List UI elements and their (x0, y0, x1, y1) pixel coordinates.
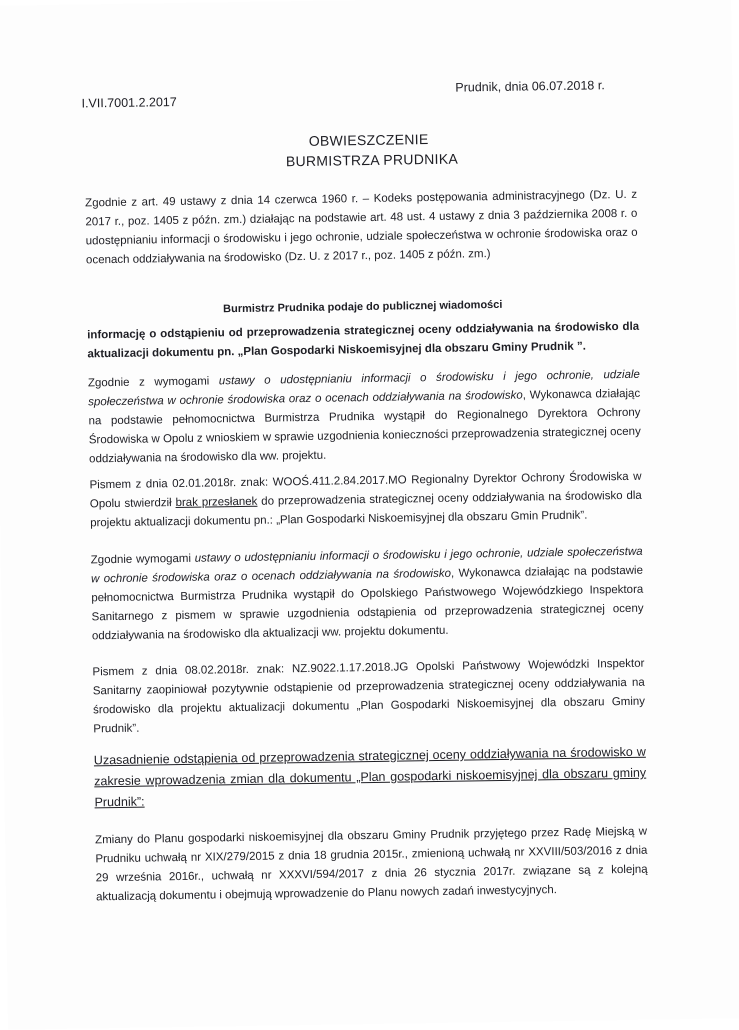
notice-issuer: BURMISTRZA PRUDNIKA (285, 150, 459, 170)
sanepid-suffix: , Wykonawca działając na podstawie pełnomocnictwa Burmistrza Prudnika wystąpił do Opolskiego Państwowego Wojewódzkiego Inspektora Sanitarnego z pismem w sprawie uzgodnienia odstąpienia od przeprowadzenia strategicznej oceny oddziaływania na środowisko dla aktualizacji ww. projektu dokumentu. (91, 564, 644, 643)
sanepid-letter-paragraph: Pismem z dnia 08.02.2018r. znak: NZ.9022.1.17.2018.JG Opolski Państwowy Wojewódzki Inspektor Sanitarny zaopiniował pozytywnie odstąpienie od przeprowadzenia strategicznej oceny oddziaływania na środowisko dla projektu aktualizacji dokumentu „Plan Gospodarki Niskoemisyjnej dla obszaru Gminy Prudnik”. (92, 657, 646, 736)
announcement-line: Burmistrz Prudnika podaje do publicznej wiadomości (223, 298, 503, 316)
act-title-italic-2: ustawy o udostępnianiu informacji o środowisku i jego ochronie, udziale społeczeństwa w ochronie środowiska oraz o ocenach oddziaływania na środowisko (90, 545, 643, 586)
rdos-request-paragraph (88, 366, 641, 470)
justification-heading: Uzasadnienie odstąpienia od przeprowadzenia strategicznej oceny oddziaływania na środowisko w zakresie wprowadzenia zmian dla dokumentu „Plan gospodarki niskoemisyjnej dla obszaru gminy Prudnik”: (93, 744, 647, 810)
case-signature: I.VII.7001.2.2017 (81, 94, 177, 111)
notice-title: OBWIESZCZENIE (308, 131, 429, 149)
no-grounds-underlined: brak przesłanek (175, 495, 258, 510)
place-date: Prudnik, dnia 06.07.2018 r. (455, 78, 605, 95)
subject-paragraph: informację o odstąpieniu od przeprowadzenia strategicznej oceny oddziaływania na środowisko dla aktualizacji dokumentu pn. „Plan Gospodarki Niskoemisyjnej dla obszaru Gminy Prudnik ”. (87, 320, 640, 361)
rdos-prefix: Zgodnie z wymogami (87, 375, 219, 390)
rdos-letter-prefix: Pismem z dnia 02.01.2018r. znak: WOOŚ.411.2.84.2017.MO Regionalny Dyrektor Ochrony Środowiska w Opolu stwierdził (89, 470, 642, 511)
rdos-letter-suffix: do przeprowadzenia strategicznej oceny oddziaływania na środowisko dla projektu aktualizacji dokumentu pn.: „Plan Gospodarki Niskoemisyjnej dla obszaru Gmin Prudnik”. (90, 489, 642, 530)
act-title-italic: ustawy o udostępnianiu informacji o środowisku i jego ochronie, udziale społeczeństwa w ochronie środowiska oraz o ocenach oddziaływania na środowisko (88, 368, 640, 409)
sanepid-request-paragraph (91, 543, 644, 647)
justification-body: Zmiany do Planu gospodarki niskoemisyjnej dla obszaru Gminy Prudnik przyjętego przez Radę Miejską w Prudniku uchwałą nr XIX/279/2015 z dnia 18 grudnia 2015r., zmienioną uchwałą nr XXVIII/503/2016 z dnia 29 września 2016r., uchwałą nr XXXVI/594/2017 z dnia 26 stycznia 2017r. związane są z kolejną aktualizacją dokumentu i obejmują wprowadzenie do Planu nowych zadań inwestycyjnych. (95, 825, 648, 904)
rdos-letter-paragraph (89, 468, 642, 534)
sanepid-prefix: Zgodnie wymogami (90, 552, 195, 567)
intro-paragraph: Zgodnie z art. 49 ustawy z dnia 14 czerwca 1960 r. – Kodeks postępowania administracyjnego (Dz. U. z 2017 r., poz. 1405 z późn. zm.) działając na podstawie art. 48 ust. 4 ustawy z dnia 3 października 2008 r. o udostępnianiu informacji o środowisku i jego ochronie, udziale społeczeństwa w ochronie środowiska oraz o ocenach oddziaływania na środowisko (Dz. U. z 2017 r., poz. 1405 z późn. zm.) (85, 188, 638, 267)
rdos-suffix: , Wykonawca działając na podstawie pełnomocnictwa Burmistrza Prudnika wystąpił do Regionalnego Dyrektora Ochrony Środowiska w Opolu z wnioskiem w sprawie uzgodnienia konieczności przeprowadzenia strategicznej oceny oddziaływania na środowisko dla ww. projektu. (88, 387, 641, 466)
